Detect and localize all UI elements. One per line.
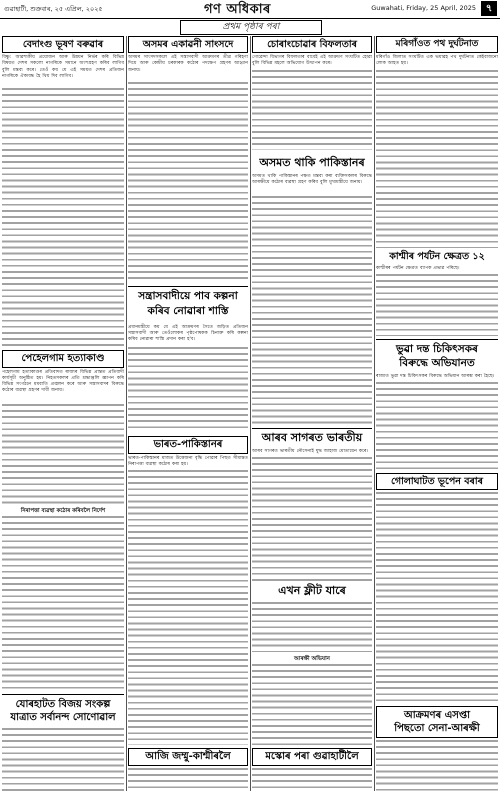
- column-3: [252, 36, 372, 791]
- article-text-block: [128, 768, 248, 791]
- headline: অসমৰ একাৱনী সাংসদে: [128, 36, 248, 53]
- article-text-block: [2, 516, 124, 691]
- article-body: গোৱেন্দা বিভাগৰ বিফলতাৰ বাবেই এই আক্ৰমণ সংঘটিত হোৱা বুলি বিভিন্ন মহলে অভিযোগ উত্থাপন কৰে।: [252, 55, 372, 67]
- headline: এখন ফ্লীট যাৰে: [278, 584, 346, 597]
- article-text-block: [252, 70, 372, 150]
- column-divider: [250, 36, 251, 791]
- article-body: বিষ্ণু: আৱশ্যকীয় প্ৰয়োজন আৰু উন্নয়ন নিৰ্ভৰ কৰি বিভিন্ন বিষয়ত দেশৰ সকলো নাগৰিকে সমানে অংশগ্ৰহণ কৰিব লাগিব বুলি মন্তব্য কৰে। তেওঁ কয় যে এই সময়ত দেশৰ প্ৰতিজন নাগৰিকে ঐক্যবদ্ধ হৈ থিয় দিব লাগিব।: [2, 55, 124, 79]
- article-body: মৰিগাঁও জিলাত সংঘটিত এক ভয়াৱহ পথ দুৰ্ঘটনাত কেইবাজনো লোক আহত হয়।: [376, 54, 498, 66]
- article-text-block: [2, 88, 124, 346]
- article-text-block: [252, 768, 372, 791]
- headline: গোলাঘাটত ভূপেন বৰাৰ: [376, 473, 498, 490]
- divider: [128, 286, 248, 287]
- column-4: [376, 36, 498, 791]
- headline: যোৰহাটত বিজয় সংকল্প যাত্ৰাত সৰ্বানন্দ সোণোৱাল: [10, 699, 116, 723]
- article-text-block: [2, 404, 124, 504]
- headline: আৰব সাগৰত ভাৰতীয়: [261, 431, 363, 444]
- article-text-block: [376, 740, 498, 791]
- article-text-block: [2, 728, 124, 791]
- divider: [252, 428, 372, 429]
- headline: ভুৱা দন্ত চিকিৎসকৰ বিৰুদ্ধে অভিযানত: [396, 343, 478, 369]
- article-body: অসমত থাকি পাকিস্তানৰ পক্ষত মন্তব্য কৰা ব্যক্তিসকলৰ বিৰুদ্ধে আৰক্ষীয়ে কঠোৰ ব্যৱস্থা গ্ৰহণ কৰিব বুলি মুখ্যমন্ত্ৰীয়ে জনায়।: [252, 174, 372, 186]
- headline: পেহেলগাম হত্যাকাণ্ড: [2, 350, 124, 368]
- page-number: ৭: [481, 1, 497, 16]
- article-text-block: [376, 382, 498, 470]
- article-body: কাশ্মীৰৰ পৰ্যটন ক্ষেত্ৰত ব্যাপক প্ৰভাৱ পৰিছে।: [376, 266, 460, 271]
- masthead: [0, 0, 500, 19]
- headline: সন্ত্ৰাসবাদীয়ে পাব কল্পনা কৰিব নোৱাৰা শাস্তি: [138, 290, 238, 317]
- article-text-block: [376, 492, 498, 702]
- article-body: আৰব সাগৰত ভাৰতীয় নৌসেনাই যুদ্ধ জাহাজ মোতায়েন কৰে।: [252, 449, 369, 454]
- divider: [376, 339, 498, 340]
- headline: মৰিগাঁওত পথ দুৰ্ঘটনাত: [376, 36, 498, 53]
- column-divider: [126, 36, 127, 791]
- article-text-block: [128, 470, 248, 745]
- column-divider: [374, 36, 375, 791]
- headline: মস্কোৰ পৰা গুৱাহাটীলৈ: [252, 748, 372, 766]
- date-right: Guwahati, Friday, 25 April, 2025: [371, 4, 476, 12]
- headline: চোৰাংচোৱাৰ বিফলতাৰ: [252, 36, 372, 53]
- article-body: ভাৰত-পাকিস্তানৰ মাজত উত্তেজনা বৃদ্ধি পোৱাৰ পিছত সীমান্তত নিৰাপত্তা ব্যৱস্থা কঠোৰ কৰা হয়।: [128, 456, 248, 468]
- article-text-block: [252, 664, 372, 746]
- headline: আজি জম্মু-কাশ্মীৰলৈ: [128, 748, 248, 766]
- column-2: [128, 36, 248, 791]
- date-left: গুৱাহাটী, শুক্ৰবাৰ, ২৫ এপ্ৰিল, ২০২৫: [4, 5, 103, 13]
- article-body: অসমৰ সাংসদসকলে এই সন্ত্ৰাসবাদী আক্ৰমণৰ তীব্ৰ গৰিহণা দিয়ে আৰু কেন্দ্ৰীয় চৰকাৰক কঠোৰ পদক্ষেপ গ্ৰহণৰ আহ্বান জনায়।: [128, 55, 248, 73]
- article-text-block: [252, 602, 372, 652]
- newspaper-title: গণ অধিকাৰ: [204, 2, 271, 17]
- article-text-block: [376, 70, 498, 248]
- article-text-block: [376, 274, 498, 336]
- article-body: পহেলগাম হত্যাকাণ্ডৰ প্ৰতিবাদত ৰাজ্যৰ বিভিন্ন প্ৰান্তত প্ৰতিবাদী কাৰ্যসূচী অনুষ্ঠিত হয়। নিহতসকলৰ প্ৰতি শ্ৰদ্ধাঞ্জলি জ্ঞাপন কৰি বিভিন্ন সংগঠনে মমবাতি প্ৰজ্বলন কৰে আৰু সন্ত্ৰাসবাদৰ বিৰুদ্ধে কঠোৰ ব্যৱস্থা গ্ৰহণৰ দাবী জনায়।: [2, 370, 124, 394]
- divider: [2, 694, 124, 695]
- article-body: ৰাজ্যত ভুৱা দন্ত চিকিৎসকৰ বিৰুদ্ধে অভিযান আৰম্ভ কৰা হৈছে।: [376, 374, 495, 379]
- article-body: প্ৰধানমন্ত্ৰীয়ে কয় যে এই আক্ৰমণৰ সৈতে জড়িত প্ৰতিজন সন্ত্ৰাসবাদী আৰু তেওঁলোকৰ পৃষ্ঠপোষকক চিনাক্ত কৰি কল্পনা কৰিব নোৱাৰা শাস্তি প্ৰদান কৰা হ'ব।: [128, 325, 248, 343]
- headline: বেদাংগু ভূষণ বৰুৱাৰ: [2, 36, 124, 53]
- headline: আক্ৰমণৰ এসপ্তা পিছতো সেনা-আৰক্ষী: [376, 706, 498, 738]
- column-1: [2, 36, 124, 791]
- article-text-block: [252, 196, 372, 424]
- article-text-block: [128, 82, 248, 282]
- headline: কাশ্মীৰ পৰ্যটন ক্ষেত্ৰত ১২: [389, 251, 485, 262]
- section-banner: প্ৰথম পৃষ্ঠাৰ পৰা: [180, 20, 322, 35]
- article-text-block: [128, 347, 248, 432]
- subheading: আৰক্ষী অভিযান: [294, 656, 330, 662]
- subheading: নিৰাপত্তা ব্যৱস্থা কঠোৰ কৰিবলৈ নিৰ্দেশ: [20, 508, 106, 514]
- headline: অসমত থাকি পাকিস্তানৰ: [259, 156, 365, 169]
- article-text-block: [252, 457, 372, 581]
- headline: ভাৰত-পাকিস্তানৰ: [128, 436, 248, 454]
